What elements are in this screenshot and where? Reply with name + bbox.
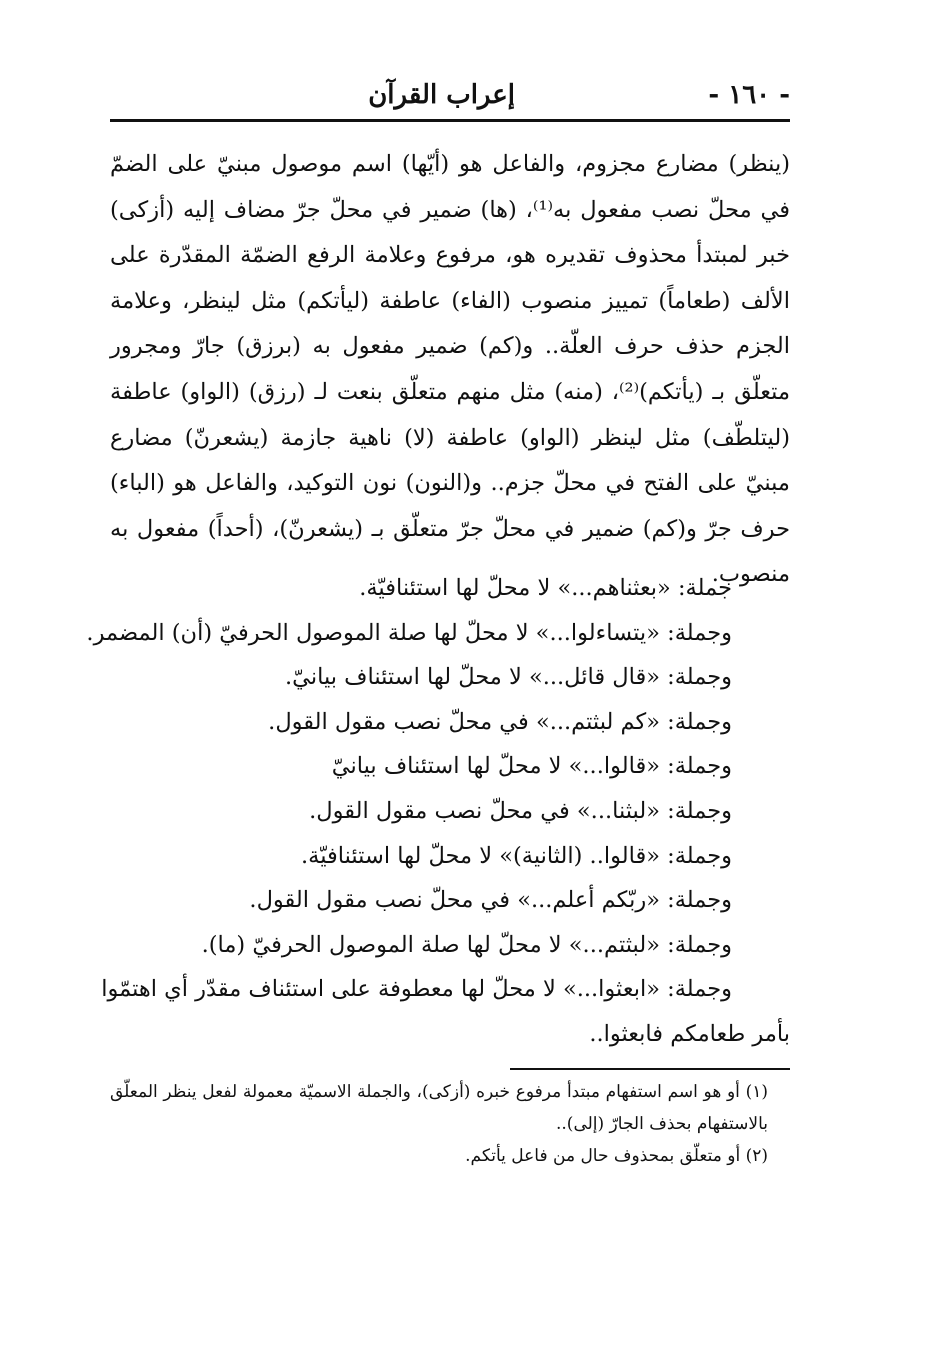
sentence-item: وجملة: «ابعثوا...» لا محلّ لها معطوفة على استئناف مقدّر أي اهتمّوا (101, 976, 732, 1003)
sentence-item: جملة: «بعثناهم...» لا محلّ لها استئنافيّة. (359, 575, 732, 601)
running-title: إعراب القرآن (368, 80, 515, 110)
page-header (110, 74, 790, 122)
sentence-item: وجملة: «لبثنا...» في محلّ نصب مقول القول. (309, 797, 732, 824)
footnote-rule (510, 1068, 790, 1070)
sentence-item: وجملة: «ربّكم أعلم...» في محلّ نصب مقول القول. (249, 887, 732, 914)
sentence-item: وجملة: «قالوا.. (الثانية)» لا محلّ لها استئنافيّة. (300, 842, 732, 869)
grammar-paragraph: (ينظر) مضارع مجزوم، والفاعل هو (أيّها) اسم موصول مبنيّ على الضمّ في محلّ نصب مفعول به⁽¹⁾، (ها) ضمير في محلّ جرّ مضاف إليه (أزكى) خبر لمبتدأ محذوف تقديره هو، مرفوع وعلامة الرفع الضمّة المقدّرة على الألف (طعاماً) تمييز منصوب (الفاء) عاطفة (ليأتكم) مثل لينظر، وعلامة الجزم حذف حرف العلّة.. و(كم) ضمير مفعول به (برزق) جارّ ومجرور متعلّق بـ (يأتكم)⁽²⁾، (منه) مثل منهم متعلّق بنعت لـ (رزق) (الواو) عاطفة (ليتلطّف) مثل لينظر (الواو) عاطفة (لا) ناهية جازمة (يشعرنّ) مضارع مبنيّ على الفتح في محلّ جزم.. و(النون) نون التوكيد، والفاعل هو (الباء) حرف جرّ و(كم) ضمير في محلّ جرّ متعلّق بـ (يشعرنّ)، (أحداً) مفعول به منصوب. (110, 151, 790, 588)
footnotes (110, 1076, 790, 1172)
sentence-analysis-list (86, 566, 790, 1057)
sentence-item: وجملة: «يتساءلوا...» لا محلّ لها صلة الموصول الحرفيّ (أن) المضمر. (86, 619, 732, 646)
sentence-continuation: بأمر طعامكم فابعثوا.. (589, 1020, 790, 1047)
header-rule (110, 119, 790, 122)
page-number: - ١٦٠ - (708, 80, 790, 110)
sentence-item: وجملة: «قالوا...» لا محلّ لها استئناف بيانيّ (331, 753, 732, 780)
main-paragraph-block (110, 142, 790, 598)
sentence-item: وجملة: «لبثتم...» لا محلّ لها صلة الموصول الحرفيّ (ما). (201, 931, 732, 958)
sentence-item: وجملة: «قال قائل...» لا محلّ لها استئناف بيانيّ. (284, 664, 732, 691)
footnote-item: (٢) أو متعلّق بمحذوف حال من فاعل يأتكم. (465, 1146, 768, 1166)
sentence-item: وجملة: «كم لبثتم...» في محلّ نصب مقول القول. (268, 708, 732, 735)
footnote-item: (١) أو هو اسم استفهام مبتدأ مرفوع خبره (أزكى)، والجملة الاسميّة معمولة لفعل ينظر المعلّق بالاستفهام بحذف الجارّ (إلى).. (110, 1082, 768, 1134)
